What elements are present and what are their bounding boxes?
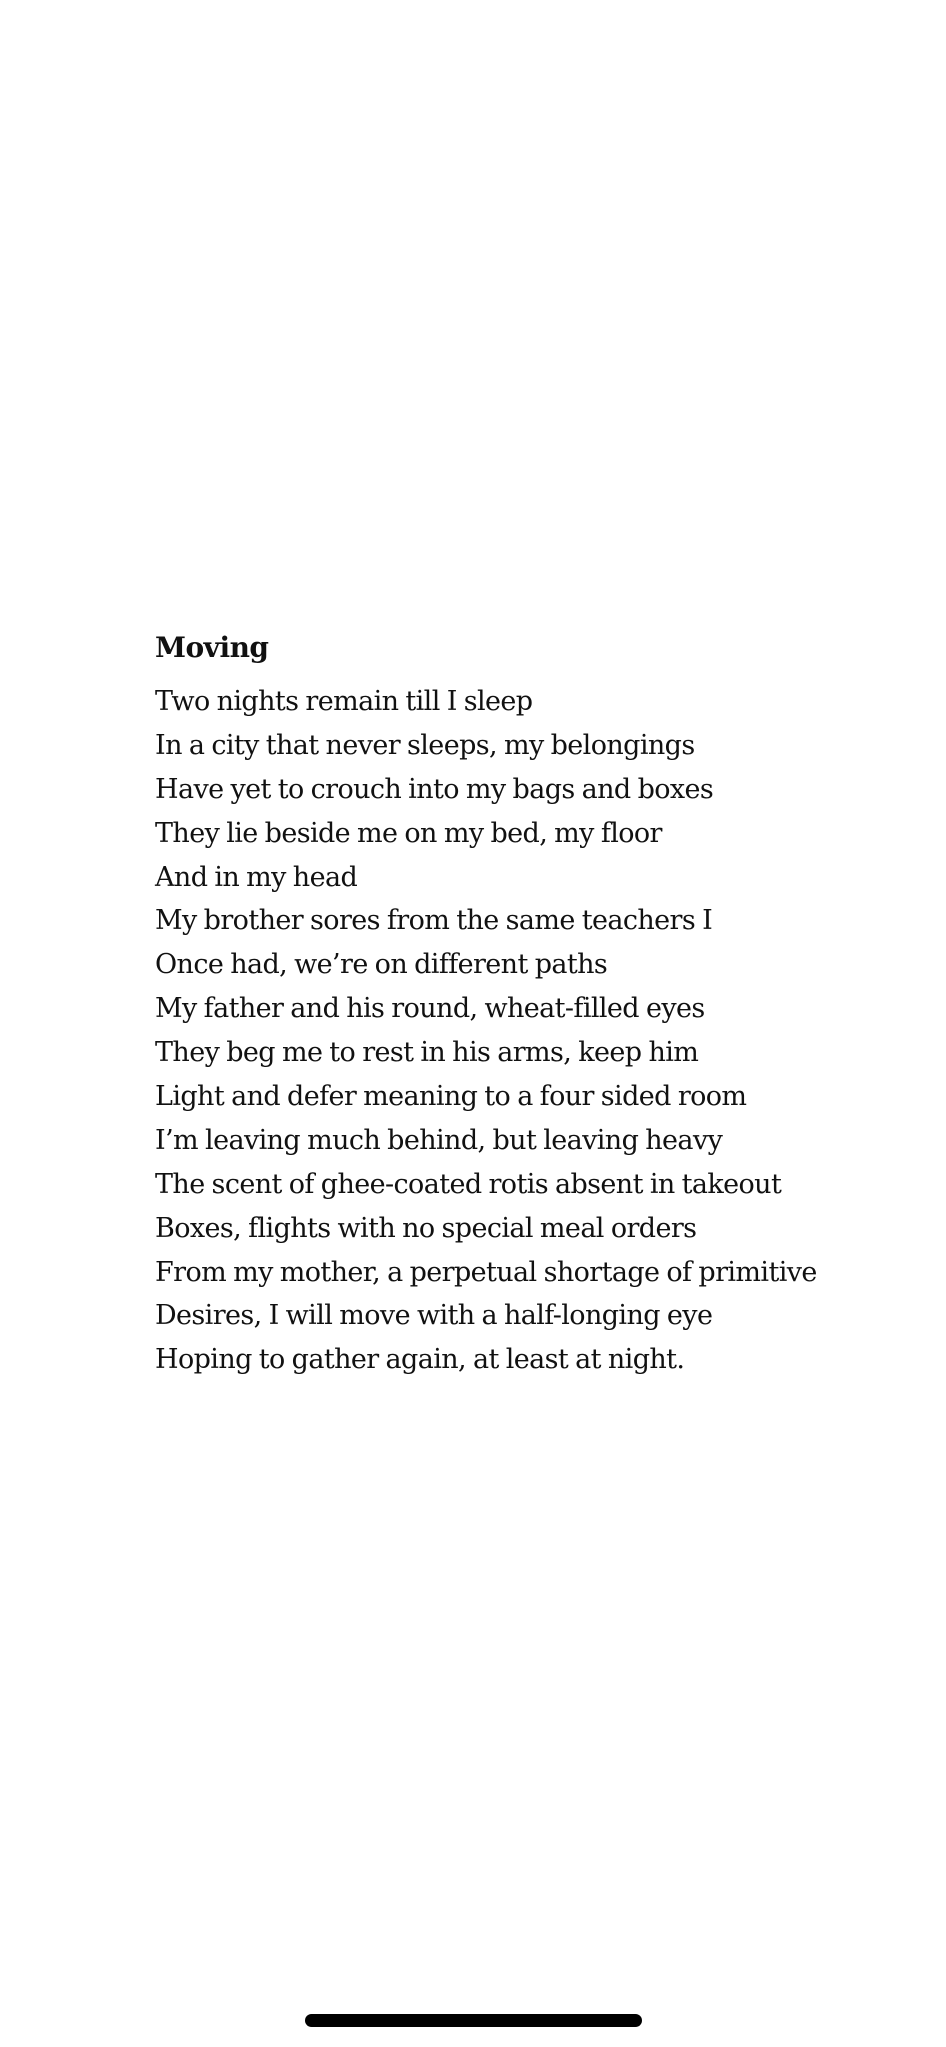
poem-line: Boxes, flights with no special meal orders [155,1212,697,1244]
poem-line: Desires, I will move with a half-longing eye [155,1300,713,1332]
poem-line: They beg me to rest in his arms, keep him [155,1037,699,1069]
home-indicator[interactable] [305,2014,642,2027]
poem-line: I’m leaving much behind, but leaving heavy [155,1124,723,1156]
poem-title: Moving [155,631,269,664]
poem-body [155,680,915,1382]
poem-line: Have yet to crouch into my bags and boxes [155,773,714,805]
poem-line: Once had, we’re on different paths [155,949,608,981]
poem-line: And in my head [155,861,358,893]
poem-line: My father and his round, wheat-filled eyes [155,993,705,1025]
poem [155,626,915,1382]
poem-line: Light and defer meaning to a four sided room [155,1081,747,1113]
poem-line: From my mother, a perpetual shortage of primitive [155,1256,817,1288]
poem-line: Two nights remain till I sleep [155,686,533,717]
poem-line: My brother sores from the same teachers I [155,905,713,937]
poem-line: The scent of ghee-coated rotis absent in takeout [155,1168,782,1200]
poem-line: In a city that never sleeps, my belongings [155,729,695,761]
poem-line: They lie beside me on my bed, my floor [155,817,662,849]
poem-line: Hoping to gather again, at least at night. [155,1344,685,1376]
